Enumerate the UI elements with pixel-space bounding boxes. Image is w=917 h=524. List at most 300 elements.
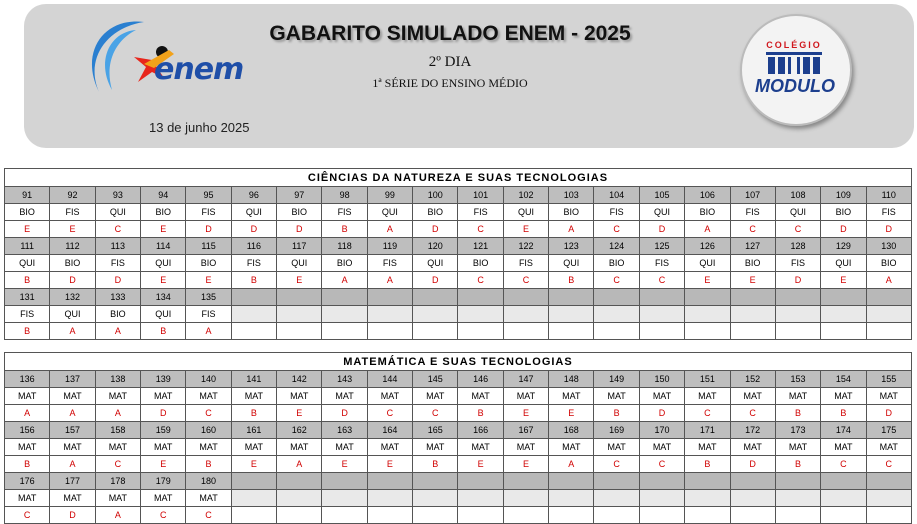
- subject-code: MAT: [594, 439, 639, 456]
- empty-cell: [322, 507, 367, 524]
- empty-cell: [730, 490, 775, 507]
- question-number: 161: [231, 422, 276, 439]
- school-logo-top-text: COLÉGIO: [766, 40, 822, 50]
- subject-code: MAT: [458, 439, 503, 456]
- empty-cell: [685, 306, 730, 323]
- table-row: [5, 456, 912, 473]
- empty-cell: [549, 473, 594, 490]
- subject-code: QUI: [50, 306, 95, 323]
- empty-cell: [685, 289, 730, 306]
- answer-key: B: [5, 323, 50, 340]
- school-grade: 1ª SÉRIE DO ENSINO MÉDIO: [372, 76, 528, 90]
- subject-code: MAT: [231, 388, 276, 405]
- empty-cell: [277, 507, 322, 524]
- question-number: 169: [594, 422, 639, 439]
- subject-code: FIS: [186, 204, 231, 221]
- answer-key: B: [5, 456, 50, 473]
- question-number: 108: [775, 187, 820, 204]
- subject-code: BIO: [141, 204, 186, 221]
- answer-key: B: [594, 405, 639, 422]
- table-row: [5, 490, 912, 507]
- empty-cell: [503, 507, 548, 524]
- answer-key: E: [549, 405, 594, 422]
- subject-code: BIO: [549, 204, 594, 221]
- subject-code: FIS: [231, 255, 276, 272]
- question-number: 93: [95, 187, 140, 204]
- empty-cell: [277, 473, 322, 490]
- answer-key: D: [866, 221, 911, 238]
- subject-code: FIS: [5, 306, 50, 323]
- answer-key: E: [231, 456, 276, 473]
- subject-code: MAT: [821, 388, 866, 405]
- question-number: 126: [685, 238, 730, 255]
- answer-key: C: [685, 405, 730, 422]
- question-number: 168: [549, 422, 594, 439]
- empty-cell: [775, 306, 820, 323]
- answer-key: B: [458, 405, 503, 422]
- subject-code: BIO: [730, 255, 775, 272]
- subject-code: FIS: [458, 204, 503, 221]
- question-number: 148: [549, 371, 594, 388]
- answer-key: C: [730, 405, 775, 422]
- question-number: 97: [277, 187, 322, 204]
- question-number: 176: [5, 473, 50, 490]
- question-number: 129: [821, 238, 866, 255]
- answer-key: A: [186, 323, 231, 340]
- empty-cell: [277, 490, 322, 507]
- answer-key: B: [413, 456, 458, 473]
- answer-key: A: [322, 272, 367, 289]
- question-number: 103: [549, 187, 594, 204]
- subject-code: QUI: [685, 255, 730, 272]
- empty-cell: [775, 473, 820, 490]
- answer-key: C: [639, 272, 684, 289]
- answer-key: D: [50, 507, 95, 524]
- question-number: 92: [50, 187, 95, 204]
- answer-key: E: [277, 272, 322, 289]
- question-number: 151: [685, 371, 730, 388]
- question-number: 172: [730, 422, 775, 439]
- answer-key: E: [367, 456, 412, 473]
- subject-code: MAT: [50, 439, 95, 456]
- answer-key: A: [95, 323, 140, 340]
- answer-key: D: [231, 221, 276, 238]
- answer-key: B: [231, 405, 276, 422]
- question-number: 157: [50, 422, 95, 439]
- answer-key: C: [458, 272, 503, 289]
- subject-code: MAT: [821, 439, 866, 456]
- table-row: [5, 405, 912, 422]
- subject-code: FIS: [594, 204, 639, 221]
- answer-key: C: [186, 507, 231, 524]
- empty-cell: [503, 490, 548, 507]
- question-number: 125: [639, 238, 684, 255]
- answer-key: E: [141, 456, 186, 473]
- empty-cell: [639, 507, 684, 524]
- table-row: [5, 204, 912, 221]
- subject-code: MAT: [594, 388, 639, 405]
- exam-day: 2º DIA: [428, 54, 472, 70]
- question-number: 100: [413, 187, 458, 204]
- subject-code: MAT: [866, 388, 911, 405]
- answer-key: B: [5, 272, 50, 289]
- answer-key: C: [639, 456, 684, 473]
- empty-cell: [458, 289, 503, 306]
- question-number: 178: [95, 473, 140, 490]
- answer-key: D: [639, 221, 684, 238]
- empty-cell: [685, 323, 730, 340]
- answer-key: D: [322, 405, 367, 422]
- question-number: 155: [866, 371, 911, 388]
- empty-cell: [367, 490, 412, 507]
- subject-code: MAT: [5, 388, 50, 405]
- empty-cell: [367, 473, 412, 490]
- answer-key: D: [413, 272, 458, 289]
- subject-code: MAT: [685, 439, 730, 456]
- subject-code: MAT: [50, 388, 95, 405]
- question-number: 154: [821, 371, 866, 388]
- subject-code: QUI: [141, 306, 186, 323]
- answer-key: A: [50, 456, 95, 473]
- empty-cell: [231, 323, 276, 340]
- empty-cell: [549, 507, 594, 524]
- subject-code: MAT: [367, 439, 412, 456]
- subject-code: QUI: [413, 255, 458, 272]
- empty-cell: [413, 473, 458, 490]
- empty-cell: [503, 473, 548, 490]
- empty-cell: [413, 490, 458, 507]
- question-number: 138: [95, 371, 140, 388]
- answer-key: E: [322, 456, 367, 473]
- subject-code: MAT: [5, 490, 50, 507]
- table-row: [5, 289, 912, 306]
- empty-cell: [367, 507, 412, 524]
- subject-code: BIO: [685, 204, 730, 221]
- question-number: 153: [775, 371, 820, 388]
- subject-code: QUI: [141, 255, 186, 272]
- empty-cell: [730, 507, 775, 524]
- subject-code: MAT: [730, 439, 775, 456]
- answer-key: D: [186, 221, 231, 238]
- table-row: [5, 388, 912, 405]
- answer-key: B: [685, 456, 730, 473]
- answer-key: A: [5, 405, 50, 422]
- answer-key: C: [594, 221, 639, 238]
- empty-cell: [503, 323, 548, 340]
- question-number: 128: [775, 238, 820, 255]
- answer-key: D: [821, 221, 866, 238]
- empty-cell: [594, 289, 639, 306]
- empty-cell: [367, 289, 412, 306]
- empty-cell: [821, 490, 866, 507]
- subject-code: MAT: [50, 490, 95, 507]
- subject-code: FIS: [730, 204, 775, 221]
- empty-cell: [866, 507, 911, 524]
- exam-date: 13 de junho 2025: [149, 120, 250, 135]
- subject-code: QUI: [503, 204, 548, 221]
- empty-cell: [231, 490, 276, 507]
- question-number: 131: [5, 289, 50, 306]
- question-number: 175: [866, 422, 911, 439]
- empty-cell: [821, 289, 866, 306]
- subject-code: MAT: [730, 388, 775, 405]
- empty-cell: [866, 289, 911, 306]
- subject-code: FIS: [50, 204, 95, 221]
- empty-cell: [639, 473, 684, 490]
- question-number: 113: [95, 238, 140, 255]
- subject-code: MAT: [95, 388, 140, 405]
- empty-cell: [503, 289, 548, 306]
- answer-key: B: [141, 323, 186, 340]
- answer-key: D: [866, 405, 911, 422]
- answer-key: D: [141, 405, 186, 422]
- question-number: 179: [141, 473, 186, 490]
- answer-key: E: [141, 221, 186, 238]
- empty-cell: [549, 490, 594, 507]
- answer-key: B: [231, 272, 276, 289]
- table-row: [5, 422, 912, 439]
- empty-cell: [821, 473, 866, 490]
- table-row: [5, 272, 912, 289]
- question-number: 159: [141, 422, 186, 439]
- answer-key: D: [277, 221, 322, 238]
- question-number: 112: [50, 238, 95, 255]
- question-number: 121: [458, 238, 503, 255]
- table-row: [5, 306, 912, 323]
- subject-code: FIS: [775, 255, 820, 272]
- table-row: [5, 238, 912, 255]
- empty-cell: [866, 306, 911, 323]
- question-number: 127: [730, 238, 775, 255]
- question-number: 107: [730, 187, 775, 204]
- question-number: 139: [141, 371, 186, 388]
- subject-code: MAT: [775, 388, 820, 405]
- subject-code: QUI: [367, 204, 412, 221]
- answer-key: A: [549, 456, 594, 473]
- question-number: 143: [322, 371, 367, 388]
- empty-cell: [322, 473, 367, 490]
- subject-code: QUI: [775, 204, 820, 221]
- empty-cell: [367, 306, 412, 323]
- question-number: 140: [186, 371, 231, 388]
- subject-code: FIS: [503, 255, 548, 272]
- question-number: 135: [186, 289, 231, 306]
- question-number: 124: [594, 238, 639, 255]
- subject-code: BIO: [95, 306, 140, 323]
- subject-code: MAT: [186, 388, 231, 405]
- answer-key: D: [50, 272, 95, 289]
- question-number: 130: [866, 238, 911, 255]
- answer-key: A: [367, 272, 412, 289]
- empty-cell: [866, 473, 911, 490]
- question-number: 105: [639, 187, 684, 204]
- answer-key: B: [821, 405, 866, 422]
- question-number: 141: [231, 371, 276, 388]
- question-number: 173: [775, 422, 820, 439]
- empty-cell: [594, 473, 639, 490]
- section-title: MATEMÁTICA E SUAS TECNOLOGIAS: [5, 353, 912, 371]
- empty-cell: [639, 306, 684, 323]
- subject-code: MAT: [639, 388, 684, 405]
- subject-code: QUI: [277, 255, 322, 272]
- subject-code: BIO: [5, 204, 50, 221]
- answer-key: C: [5, 507, 50, 524]
- question-number: 116: [231, 238, 276, 255]
- empty-cell: [413, 289, 458, 306]
- answer-key: C: [503, 272, 548, 289]
- subject-code: QUI: [231, 204, 276, 221]
- answer-key: E: [730, 272, 775, 289]
- subject-code: MAT: [141, 439, 186, 456]
- question-number: 95: [186, 187, 231, 204]
- answer-key: E: [503, 456, 548, 473]
- question-number: 102: [503, 187, 548, 204]
- section-title: CIÊNCIAS DA NATUREZA E SUAS TECNOLOGIAS: [5, 169, 912, 187]
- subject-code: MAT: [277, 388, 322, 405]
- answer-key: E: [50, 221, 95, 238]
- subject-code: MAT: [322, 439, 367, 456]
- empty-cell: [458, 473, 503, 490]
- answer-key: B: [775, 405, 820, 422]
- subject-code: QUI: [95, 204, 140, 221]
- subject-code: MAT: [775, 439, 820, 456]
- answer-key: A: [50, 323, 95, 340]
- subject-code: BIO: [277, 204, 322, 221]
- empty-cell: [458, 306, 503, 323]
- answer-key: A: [549, 221, 594, 238]
- empty-cell: [821, 507, 866, 524]
- question-number: 156: [5, 422, 50, 439]
- question-number: 118: [322, 238, 367, 255]
- answer-key: E: [141, 272, 186, 289]
- subject-code: MAT: [231, 439, 276, 456]
- table-row: [5, 187, 912, 204]
- answer-key: C: [866, 456, 911, 473]
- subject-code: QUI: [639, 204, 684, 221]
- question-number: 171: [685, 422, 730, 439]
- question-number: 132: [50, 289, 95, 306]
- subject-code: MAT: [322, 388, 367, 405]
- school-logo: [740, 14, 852, 126]
- empty-cell: [549, 289, 594, 306]
- question-number: 162: [277, 422, 322, 439]
- subject-code: MAT: [639, 439, 684, 456]
- answer-key: E: [186, 272, 231, 289]
- school-logo-name: MODULO: [755, 76, 835, 96]
- question-number: 146: [458, 371, 503, 388]
- answer-key: C: [730, 221, 775, 238]
- answer-key: C: [413, 405, 458, 422]
- subject-code: FIS: [95, 255, 140, 272]
- empty-cell: [730, 289, 775, 306]
- question-number: 91: [5, 187, 50, 204]
- subject-code: MAT: [141, 388, 186, 405]
- header-banner: [24, 4, 914, 148]
- answer-key: C: [594, 272, 639, 289]
- empty-cell: [775, 507, 820, 524]
- subject-code: MAT: [186, 439, 231, 456]
- answer-key: C: [367, 405, 412, 422]
- empty-cell: [821, 323, 866, 340]
- question-number: 104: [594, 187, 639, 204]
- answer-key: A: [367, 221, 412, 238]
- natural-sciences-answer-table: [4, 168, 912, 340]
- answer-key: D: [639, 405, 684, 422]
- empty-cell: [685, 473, 730, 490]
- empty-cell: [322, 323, 367, 340]
- empty-cell: [866, 490, 911, 507]
- subject-code: FIS: [186, 306, 231, 323]
- empty-cell: [730, 323, 775, 340]
- answer-key: E: [503, 405, 548, 422]
- question-number: 99: [367, 187, 412, 204]
- question-number: 158: [95, 422, 140, 439]
- empty-cell: [231, 473, 276, 490]
- school-logo-bars-icon: [766, 52, 822, 74]
- empty-cell: [458, 507, 503, 524]
- empty-cell: [458, 323, 503, 340]
- table-row: [5, 439, 912, 456]
- empty-cell: [594, 507, 639, 524]
- question-number: 106: [685, 187, 730, 204]
- answer-key: C: [821, 456, 866, 473]
- empty-cell: [277, 323, 322, 340]
- empty-cell: [821, 306, 866, 323]
- answer-key: E: [458, 456, 503, 473]
- empty-cell: [277, 289, 322, 306]
- answer-key: B: [549, 272, 594, 289]
- empty-cell: [730, 306, 775, 323]
- subject-code: BIO: [186, 255, 231, 272]
- subject-code: QUI: [821, 255, 866, 272]
- question-number: 150: [639, 371, 684, 388]
- answer-key: B: [322, 221, 367, 238]
- question-number: 109: [821, 187, 866, 204]
- question-number: 115: [186, 238, 231, 255]
- empty-cell: [866, 323, 911, 340]
- question-number: 94: [141, 187, 186, 204]
- empty-cell: [639, 289, 684, 306]
- question-number: 177: [50, 473, 95, 490]
- answer-key: E: [277, 405, 322, 422]
- subject-code: MAT: [413, 439, 458, 456]
- subject-code: FIS: [322, 204, 367, 221]
- empty-cell: [639, 490, 684, 507]
- answer-key: D: [95, 272, 140, 289]
- empty-cell: [594, 323, 639, 340]
- subject-code: QUI: [549, 255, 594, 272]
- subject-code: BIO: [866, 255, 911, 272]
- question-number: 164: [367, 422, 412, 439]
- answer-key: C: [141, 507, 186, 524]
- question-number: 101: [458, 187, 503, 204]
- empty-cell: [458, 490, 503, 507]
- answer-key: C: [594, 456, 639, 473]
- page-title: GABARITO SIMULADO ENEM - 2025: [269, 22, 631, 45]
- empty-cell: [775, 490, 820, 507]
- answer-key: C: [775, 221, 820, 238]
- empty-cell: [549, 306, 594, 323]
- question-number: 110: [866, 187, 911, 204]
- empty-cell: [413, 323, 458, 340]
- answer-key: C: [458, 221, 503, 238]
- subject-code: BIO: [594, 255, 639, 272]
- subject-code: MAT: [503, 439, 548, 456]
- answer-key: E: [685, 272, 730, 289]
- empty-cell: [730, 473, 775, 490]
- table-row: [5, 323, 912, 340]
- question-number: 123: [549, 238, 594, 255]
